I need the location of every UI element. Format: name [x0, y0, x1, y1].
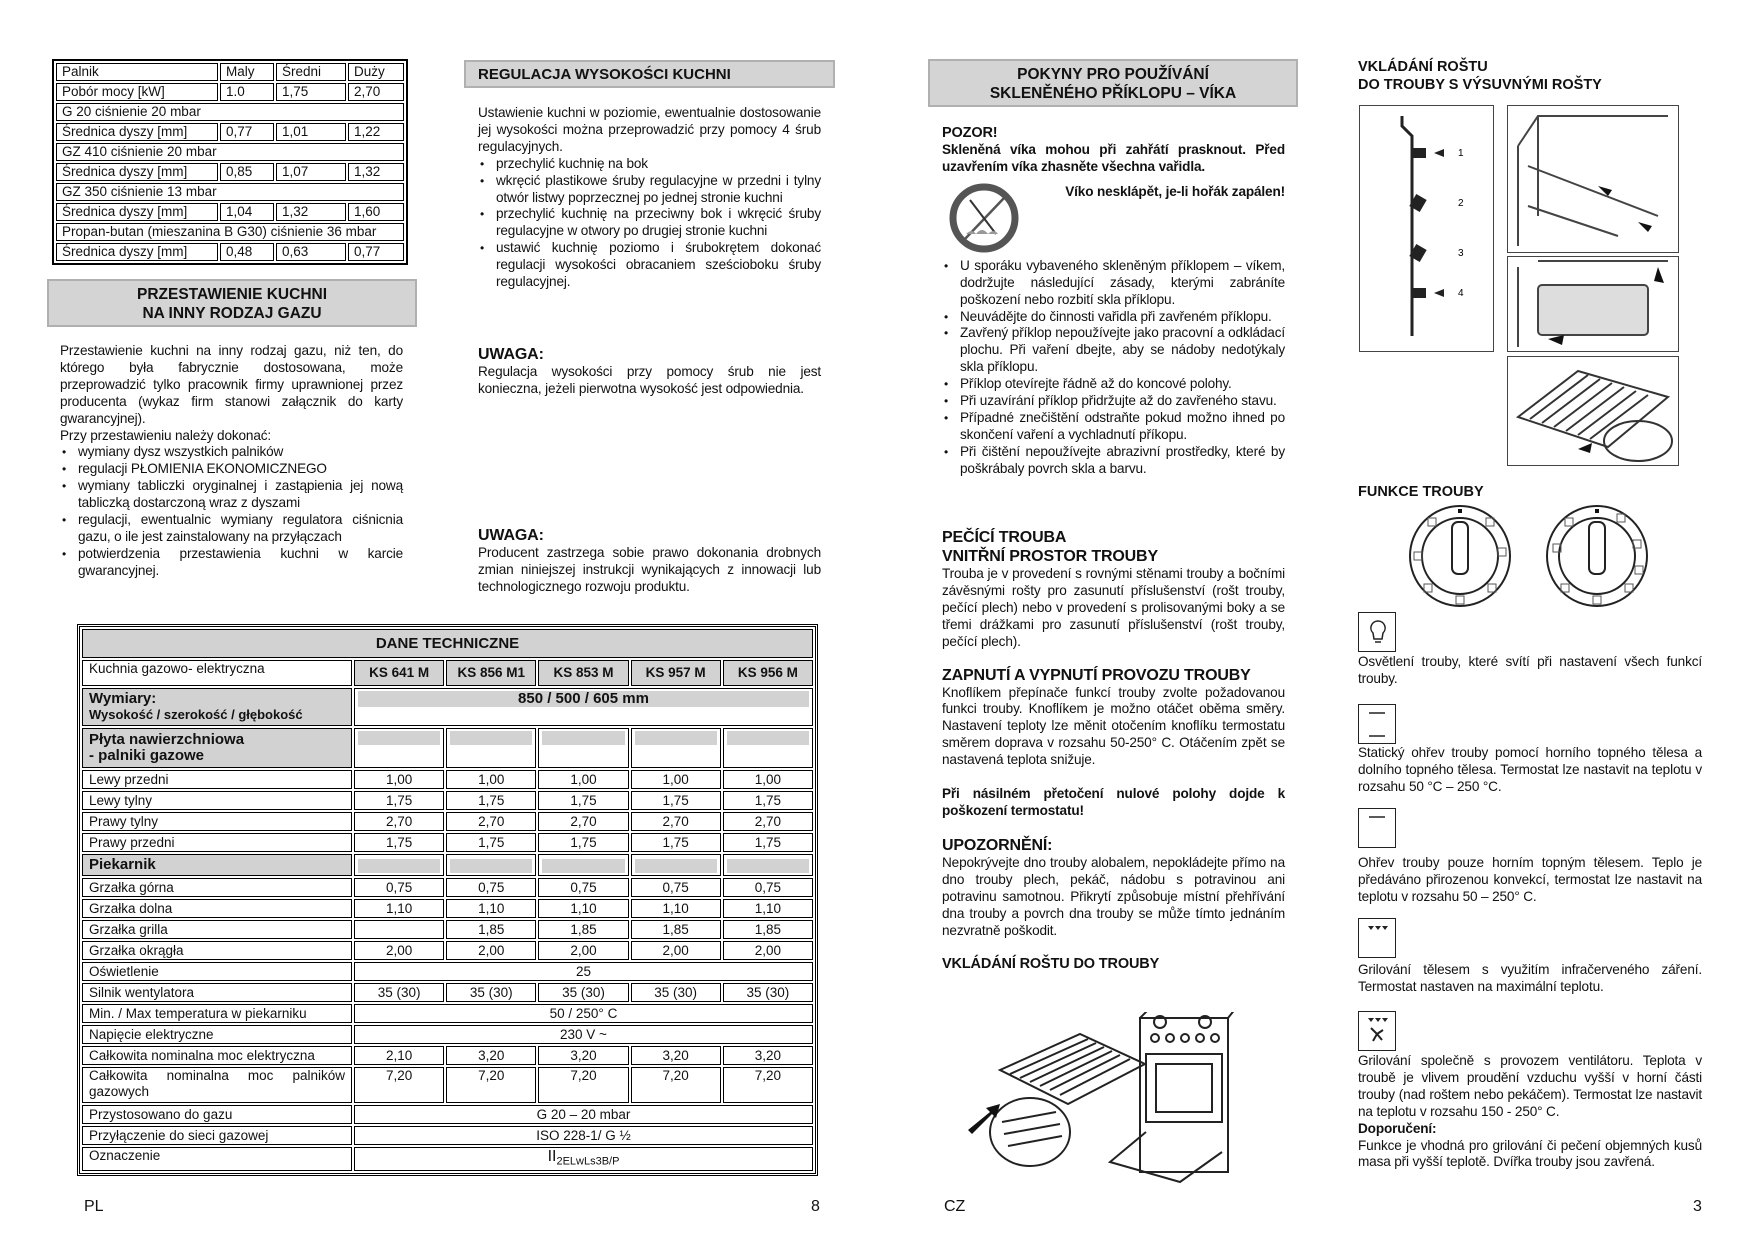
value-cell: 1,01: [276, 123, 346, 141]
row-value: 1,10: [631, 899, 721, 918]
shade: [358, 859, 440, 873]
table-row: [82, 983, 813, 1002]
footer-lang: CZ: [944, 1198, 966, 1215]
heading-line: POKYNY PRO POUŽÍVÁNÍ: [1017, 66, 1209, 83]
gas-type-cell: GZ 410 ciśnienie 20 mbar: [56, 143, 404, 161]
table-row: [82, 878, 813, 897]
value-cell: 1,60: [348, 203, 404, 221]
row-label: Grzałka grilla: [82, 920, 352, 939]
value-cell: Średni: [276, 63, 346, 81]
blank-cell: [446, 854, 536, 876]
list-item: • potwierdzenia przestawienia kuchni w karcie gwarancyjnej.: [78, 546, 403, 580]
warning-text: Skleněná víka mohou při zahřátí prasknout. Před uzavřením víka zhasněte všechna vařidla.: [942, 142, 1285, 174]
section-title: VKLÁDÁNÍ ROŠTU DO TROUBY: [942, 956, 1160, 973]
table-row: [82, 1004, 813, 1023]
row-label: Całkowita nominalna moc palników gazowych: [82, 1067, 352, 1103]
value-cell: 1,32: [348, 163, 404, 181]
hob-header-row: [82, 728, 813, 768]
lamp-icon: [1358, 612, 1396, 652]
table-row: [82, 941, 813, 960]
row-value: 2,70: [538, 812, 628, 831]
blank-cell: [538, 854, 628, 876]
function-description: [1358, 855, 1702, 906]
grill-icon: [1358, 918, 1396, 958]
row-value: 1,75: [446, 791, 536, 810]
table-row: [56, 123, 404, 141]
row-value: 3,20: [446, 1046, 536, 1065]
burner-table-wrap: [52, 59, 408, 265]
list-item: • wkręcić plastikowe śruby regulacyjne w przedni i tylny otwór listwy poprzecznej po jednej stronie kuchni: [496, 173, 821, 207]
title-row: [82, 629, 813, 658]
table-row: [82, 812, 813, 831]
row-value: G 20 – 20 mbar: [354, 1105, 813, 1124]
list-item: • U sporáku vybaveného skleněným příklopem – víkem, dodržujte následující zásady, kterými zabráníte poškození nebo rozbití skla příklopu.: [960, 258, 1285, 309]
row-value: 0,75: [538, 878, 628, 897]
label-cell: Średnica dyszy [mm]: [56, 203, 218, 221]
functions-heading: [1358, 483, 1484, 501]
table-row: [56, 183, 404, 201]
row-value: 1,75: [538, 833, 628, 852]
blank-cell: [723, 728, 813, 768]
height-intro: Ustawienie kuchni w poziomie, ewentualnie dostosowanie jej wysokości można przeprowadzić przy pomocy 4 śrub regulacyjnych.: [478, 105, 821, 154]
row-value: 2,00: [723, 941, 813, 960]
dimension-value: 850 / 500 / 605 mm: [358, 691, 809, 707]
tech-title: DANE TECHNICZNE: [82, 629, 813, 658]
list-item: • regulacji, ewentualnic wymiany regulatora ciśnicnia gazu, o ile jest zainstalowany na przyłączach: [78, 512, 403, 546]
row-value: 7,20: [354, 1067, 444, 1103]
label-cell: Palnik: [56, 63, 218, 81]
row-value: 7,20: [723, 1067, 813, 1103]
row-value: 35 (30): [354, 983, 444, 1002]
model-header: KS 856 M1: [446, 660, 536, 686]
lid-list: [942, 258, 1285, 478]
shade: [635, 859, 717, 873]
table-row: [56, 143, 404, 161]
footer-lang: PL: [84, 1198, 104, 1215]
table-row: [82, 899, 813, 918]
model-label: Kuchnia gazowo- elektryczna: [82, 660, 352, 686]
list-item: • wymiany dysz wszystkich palników: [78, 444, 403, 461]
row-value: 1,75: [354, 833, 444, 852]
row-value: 25: [354, 962, 813, 981]
function-text: Statický ohřev trouby pomocí horního topného tělesa a dolního topného tělesa. Termostat lze nastavit na teplotu v rozsahu 50 °C – 250 °C.: [1358, 745, 1702, 794]
row-label: Grzałka górna: [82, 878, 352, 897]
warning-icon-caption: Víko nesklápět, je-li hořák zapálen!: [1065, 183, 1285, 199]
model-row: [82, 660, 813, 686]
row-value: ISO 228-1/ G ½: [354, 1126, 813, 1145]
list-item: • regulacji PŁOMIENIA EKONOMICZNEGO: [78, 461, 403, 478]
table-row: [82, 920, 813, 939]
tray-icon: [1508, 257, 1678, 351]
oven-header-row: [82, 854, 813, 876]
tech-table-wrap: [77, 624, 818, 1176]
row-value: 1,10: [354, 899, 444, 918]
list-item: • Příklop otevírejte řádně až do koncové polohy.: [960, 376, 1285, 393]
row-value: 1,10: [538, 899, 628, 918]
row-value: 1,75: [631, 833, 721, 852]
shade: [450, 859, 532, 873]
list-item: • Při čištění nepoužívejte abrazivní prostředky, které by poškrábaly povrch skla a barvu.: [960, 444, 1285, 478]
blank-cell: [446, 728, 536, 768]
row-value: 230 V ~: [354, 1025, 813, 1044]
model-header: KS 957 M: [631, 660, 721, 686]
table-row: [82, 1025, 813, 1044]
row-label: Min. / Max temperatura w piekarniku: [82, 1004, 352, 1023]
warning-row: [942, 178, 1285, 256]
row-value: 1,75: [723, 791, 813, 810]
rail-positions-icon: [1360, 106, 1492, 350]
row-value: 7,20: [631, 1067, 721, 1103]
row-value: 1,85: [538, 920, 628, 939]
shade: [358, 731, 440, 745]
step-label: 3: [1458, 248, 1464, 259]
row-value: 1,75: [446, 833, 536, 852]
rail-pull-out-illustration: [1507, 105, 1679, 253]
tech-table: [77, 624, 818, 1176]
model-header: KS 956 M: [723, 660, 813, 686]
step-label: 2: [1458, 198, 1464, 209]
value-cell: 0,48: [220, 243, 274, 261]
list-item: • przechylić kuchnię na przeciwny bok i wkręcić śruby regulacyjne w otwory po drugiej stronie kuchni: [496, 206, 821, 240]
table-row: [56, 223, 404, 241]
height-heading: REGULACJA WYSOKOŚCI KUCHNI: [464, 60, 835, 88]
row-label: Lewy przedni: [82, 770, 352, 789]
row-value: 1,75: [631, 791, 721, 810]
row-value: 1,10: [446, 899, 536, 918]
blank-cell: [723, 854, 813, 876]
list-item: • Při uzavírání příklop přidržujte až do zavřeného stavu.: [960, 393, 1285, 410]
row-value: 7,20: [538, 1067, 628, 1103]
heading-line: NA INNY RODZAJ GAZU: [142, 305, 322, 322]
rails-heading: [1358, 58, 1602, 94]
heading-line: DO TROUBY S VÝSUVNÝMI ROŠTY: [1358, 77, 1602, 93]
note-title: UWAGA:: [478, 527, 544, 544]
rack-icon: [1508, 357, 1678, 465]
conversion-lead: Przy przestawieniu należy dokonać:: [60, 427, 271, 443]
lid-section: [942, 124, 1285, 478]
label-cell: Średnica dyszy [mm]: [56, 163, 218, 181]
row-value: 1,75: [354, 791, 444, 810]
list-item: • wymiany tabliczki oryginalnej i zastąpienia jej nową tabliczką dostarczoną wraz z dyszami: [78, 478, 403, 512]
shade: [635, 731, 717, 745]
value-cell: 1,07: [276, 163, 346, 181]
page-number: 8: [811, 1198, 820, 1215]
value-cell: 0,77: [220, 123, 274, 141]
step-label: 1: [1458, 148, 1464, 159]
top-heat-icon: [1358, 808, 1396, 848]
table-row: [82, 1067, 813, 1103]
hob-label: [82, 728, 352, 768]
value-cell: 1.0: [220, 83, 274, 101]
marking-sub: 2ELwLs3B/P: [556, 1155, 620, 1168]
row-value: 1,75: [538, 791, 628, 810]
height-list: [478, 156, 821, 291]
row-value: 50 / 250° C: [354, 1004, 813, 1023]
marking-main: II: [547, 1147, 557, 1165]
blank-cell: [538, 728, 628, 768]
list-item: • Případné znečištění odstraňte pokud možno ihned po skončení vaření a vychladnutí příkopu.: [960, 410, 1285, 444]
function-description: [1358, 654, 1702, 688]
section-title: VNITŘNÍ PROSTOR TROUBY: [942, 548, 1158, 565]
row-value: 1,00: [723, 770, 813, 789]
table-row: [56, 243, 404, 261]
recommendation-title: Doporučení:: [1358, 1120, 1437, 1136]
top-bottom-heat-icon: [1358, 704, 1396, 744]
notice-text: Nepokrývejte dno trouby alobalem, nepokládejte přímo na dno trouby plech, pekáč, nádobu s potravinou ani potravinu samotnou. Přikrytí způsobuje místní přehřívání dna trouby a povrch dna trouby se může tímto jednáním nezvratně poškodit.: [942, 854, 1285, 938]
blank-cell: [631, 728, 721, 768]
marking-label: Oznaczenie: [82, 1147, 352, 1171]
row-value: 35 (30): [723, 983, 813, 1002]
shade: [542, 731, 624, 745]
model-header: KS 853 M: [538, 660, 628, 686]
grill-fan-icon: [1358, 1011, 1396, 1051]
row-value: 1,00: [446, 770, 536, 789]
row-value: 2,10: [354, 1046, 444, 1065]
heading-line: VKLÁDÁNÍ ROŠTU: [1358, 59, 1488, 75]
row-value: 0,75: [631, 878, 721, 897]
value-cell: 1,75: [276, 83, 346, 101]
row-value: 2,70: [446, 812, 536, 831]
burner-table: [52, 59, 408, 265]
model-header: KS 641 M: [354, 660, 444, 686]
marking-value: [354, 1147, 813, 1171]
row-value: 3,20: [723, 1046, 813, 1065]
heading-line: PRZESTAWIENIE KUCHNI: [136, 286, 328, 303]
table-row: [56, 103, 404, 121]
label-cell: Pobór mocy [kW]: [56, 83, 218, 101]
row-label: Przyłączenie do sieci gazowej: [82, 1126, 352, 1145]
gas-type-cell: GZ 350 ciśnienie 13 mbar: [56, 183, 404, 201]
conversion-section: [60, 343, 403, 580]
label-cell: Średnica dyszy [mm]: [56, 123, 218, 141]
row-value: 0,75: [723, 878, 813, 897]
shade: [542, 859, 624, 873]
list-item: • ustawić kuchnię poziomo i śrubokrętem dokonać regulacji wysokości obracaniem sześcioboku śruby regulacyjnej.: [496, 240, 821, 291]
conversion-list: [60, 444, 403, 579]
table-row: [82, 833, 813, 852]
blank-cell: [354, 854, 444, 876]
row-value: 35 (30): [631, 983, 721, 1002]
row-label: Przystosowano do gazu: [82, 1105, 352, 1124]
no-closing-lid-icon: [948, 182, 1020, 254]
section-title: UPOZORNĚNÍ:: [942, 836, 1053, 854]
list-item: • przechylić kuchnię na bok: [496, 156, 821, 173]
function-text: Ohřev trouby pouze horním topným tělesem. Teplo je předáváno přirozenou konvekcí, termostat lze nastavit na teplotu v rozsahu 50 – 250° C.: [1358, 855, 1702, 904]
table-row: [56, 83, 404, 101]
switch-warning: Při násilném přetočení nulové polohy dojde k poškození termostatu!: [942, 786, 1285, 818]
table-row: [82, 962, 813, 981]
function-text: Grilování tělesem s využitím infračerveného záření. Termostat nastaven na maximální teplotu.: [1358, 962, 1702, 994]
dimension-row: [82, 688, 813, 726]
tray-insertion-illustration: [1507, 256, 1679, 352]
value-cell: Maly: [220, 63, 274, 81]
value-cell: 2,70: [348, 83, 404, 101]
dimension-value-cell: [354, 688, 813, 726]
blank-cell: [631, 854, 721, 876]
row-label: Całkowita nominalna moc elektryczna: [82, 1046, 352, 1065]
table-row: [56, 163, 404, 181]
row-value: 1,85: [723, 920, 813, 939]
row-label: Napięcie elektryczne: [82, 1025, 352, 1044]
marking-row: [82, 1147, 813, 1171]
row-value: 2,70: [723, 812, 813, 831]
row-value: 1,10: [723, 899, 813, 918]
rack-insertion-illustration: [960, 1012, 1260, 1184]
table-row: [82, 1105, 813, 1124]
value-cell: 0,63: [276, 243, 346, 261]
note-text: Regulacja wysokości przy pomocy śrub nie jest konieczna, jeżeli pierwotna wysokość jest odpowiednia.: [478, 364, 821, 396]
row-value: 35 (30): [446, 983, 536, 1002]
height-section: [478, 105, 821, 291]
row-label: Lewy tylny: [82, 791, 352, 810]
conversion-heading: [47, 279, 417, 327]
row-value: 1,75: [723, 833, 813, 852]
row-label: Grzałka okrągła: [82, 941, 352, 960]
dimension-title: Wymiary:: [89, 690, 157, 707]
row-value: 3,20: [631, 1046, 721, 1065]
gas-type-cell: G 20 ciśnienie 20 mbar: [56, 103, 404, 121]
warning-title: POZOR!: [942, 125, 998, 141]
note-1: [478, 345, 821, 398]
oven-section: [942, 528, 1285, 973]
row-value: 1,00: [538, 770, 628, 789]
function-description: [1358, 962, 1702, 996]
rail-pull-icon: [1508, 106, 1678, 252]
step-label: 4: [1458, 288, 1464, 299]
row-value: 0,75: [354, 878, 444, 897]
function-description: [1358, 745, 1702, 796]
function-text: Osvětlení trouby, které svítí při nastavení všech funkcí trouby.: [1358, 654, 1702, 686]
row-value: [354, 920, 444, 939]
hob-label-line: - palniki gazowe: [89, 747, 205, 764]
shade: [450, 731, 532, 745]
row-value: 1,00: [354, 770, 444, 789]
row-value: 3,20: [538, 1046, 628, 1065]
page-number: 3: [1693, 1198, 1702, 1215]
dimension-subtitle: Wysokość / szerokość / głębokość: [89, 707, 303, 722]
row-value: 7,20: [446, 1067, 536, 1103]
value-cell: Duży: [348, 63, 404, 81]
row-value: 0,75: [446, 878, 536, 897]
dimension-label: [82, 688, 352, 726]
gas-type-cell: Propan-butan (mieszanina B G30) ciśnienie 36 mbar: [56, 223, 404, 241]
row-value: 1,85: [631, 920, 721, 939]
value-cell: 1,04: [220, 203, 274, 221]
oven-text: Trouba je v provedení s rovnými stěnami trouby a bočními závěsnými rošty pro zasunutí příslušenství (rošt trouby, pečící plech) nebo v provedení s prolisovanými boky a se třemi drážkami pro zasunutí příslušenství (rošt trouby, pečící plech).: [942, 566, 1285, 649]
row-label: Prawy przedni: [82, 833, 352, 852]
row-value: 1,00: [631, 770, 721, 789]
table-row: [82, 1126, 813, 1145]
function-dial-right: [1545, 504, 1649, 608]
value-cell: 0,85: [220, 163, 274, 181]
label-cell: Średnica dyszy [mm]: [56, 243, 218, 261]
row-label: Oświetlenie: [82, 962, 352, 981]
recommendation-text: Funkce je vhodná pro grilování či pečení objemných kusů masa při vyšší teplotě. Dvířka trouby jsou zavřená.: [1358, 1137, 1702, 1170]
shade: [727, 859, 809, 873]
table-row: [82, 770, 813, 789]
heading-line: SKLENĚNÉHO PŘÍKLOPU – VÍKA: [989, 85, 1237, 102]
row-label: Grzałka dolna: [82, 899, 352, 918]
table-row: [82, 1046, 813, 1065]
conversion-intro: Przestawienie kuchni na inny rodzaj gazu, niż ten, do którego była fabrycznie dostosowana, może przeprowadzić tylko pracownik firmy uprawnionej przez producenta (wykaz firm stanowi załącznik do karty gwarancyjnej).: [60, 343, 403, 426]
function-dial-left: [1408, 504, 1512, 608]
row-value: 35 (30): [538, 983, 628, 1002]
note-title: UWAGA:: [478, 346, 544, 363]
section-title: ZAPNUTÍ A VYPNUTÍ PROVOZU TROUBY: [942, 666, 1251, 684]
row-value: 2,00: [538, 941, 628, 960]
table-row: [56, 63, 404, 81]
section-title: PEČÍCÍ TROUBA: [942, 529, 1067, 546]
lid-heading: [928, 59, 1298, 107]
hob-label-line: Płyta nawierzchniowa: [89, 731, 245, 748]
note-2: [478, 526, 821, 596]
value-cell: 1,22: [348, 123, 404, 141]
blank-cell: [354, 728, 444, 768]
table-row: [56, 203, 404, 221]
value-cell: 0,77: [348, 243, 404, 261]
shade: [727, 731, 809, 745]
row-value: 2,70: [631, 812, 721, 831]
heading-line: FUNKCE TROUBY: [1358, 484, 1484, 500]
list-item: • Neuvádějte do činnosti vařidla při zavřeném příklopu.: [960, 309, 1285, 326]
function-description: [1358, 1053, 1702, 1171]
row-label: Silnik wentylatora: [82, 983, 352, 1002]
note-text: Producent zastrzega sobie prawo dokonania drobnych zmian niniejszej instrukcji wynikających z innowacji lub technologicznego rozwoju produktu.: [478, 545, 821, 594]
row-value: 2,00: [446, 941, 536, 960]
row-value: 2,00: [354, 941, 444, 960]
row-label: Prawy tylny: [82, 812, 352, 831]
switch-text: Knoflíkem přepínače funkcí trouby zvolte požadovanou funkci trouby. Knoflíkem je možno otáčet oběma směry. Nastavení teploty lze měnit otočením knoflíku termostatu směrem doprava v rozsahu 50-250° C. Otáčením zpět se nastavená teplota snižuje.: [942, 684, 1285, 768]
oven-label: Piekarnik: [82, 854, 352, 876]
table-row: [82, 791, 813, 810]
grid-rack-illustration: [1507, 356, 1679, 466]
row-value: 1,85: [446, 920, 536, 939]
function-text: Grilování společně s provozem ventilátoru. Teplota v troubě je vlivem proudění vzduchu vyšší v horní části trouby (nad roštem nebo pekáčem). Termostat lze nastavit na teplotu v rozsahu 150 - 250° C.: [1358, 1053, 1702, 1119]
list-item: • Zavřený příklop nepoužívejte jako pracovní a odkládací plochu. Při vaření dbejte, aby se nádoby nedotýkaly skla příklopu.: [960, 325, 1285, 376]
rail-positions-diagram: [1359, 105, 1494, 352]
row-value: 2,70: [354, 812, 444, 831]
row-value: 2,00: [631, 941, 721, 960]
value-cell: 1,32: [276, 203, 346, 221]
